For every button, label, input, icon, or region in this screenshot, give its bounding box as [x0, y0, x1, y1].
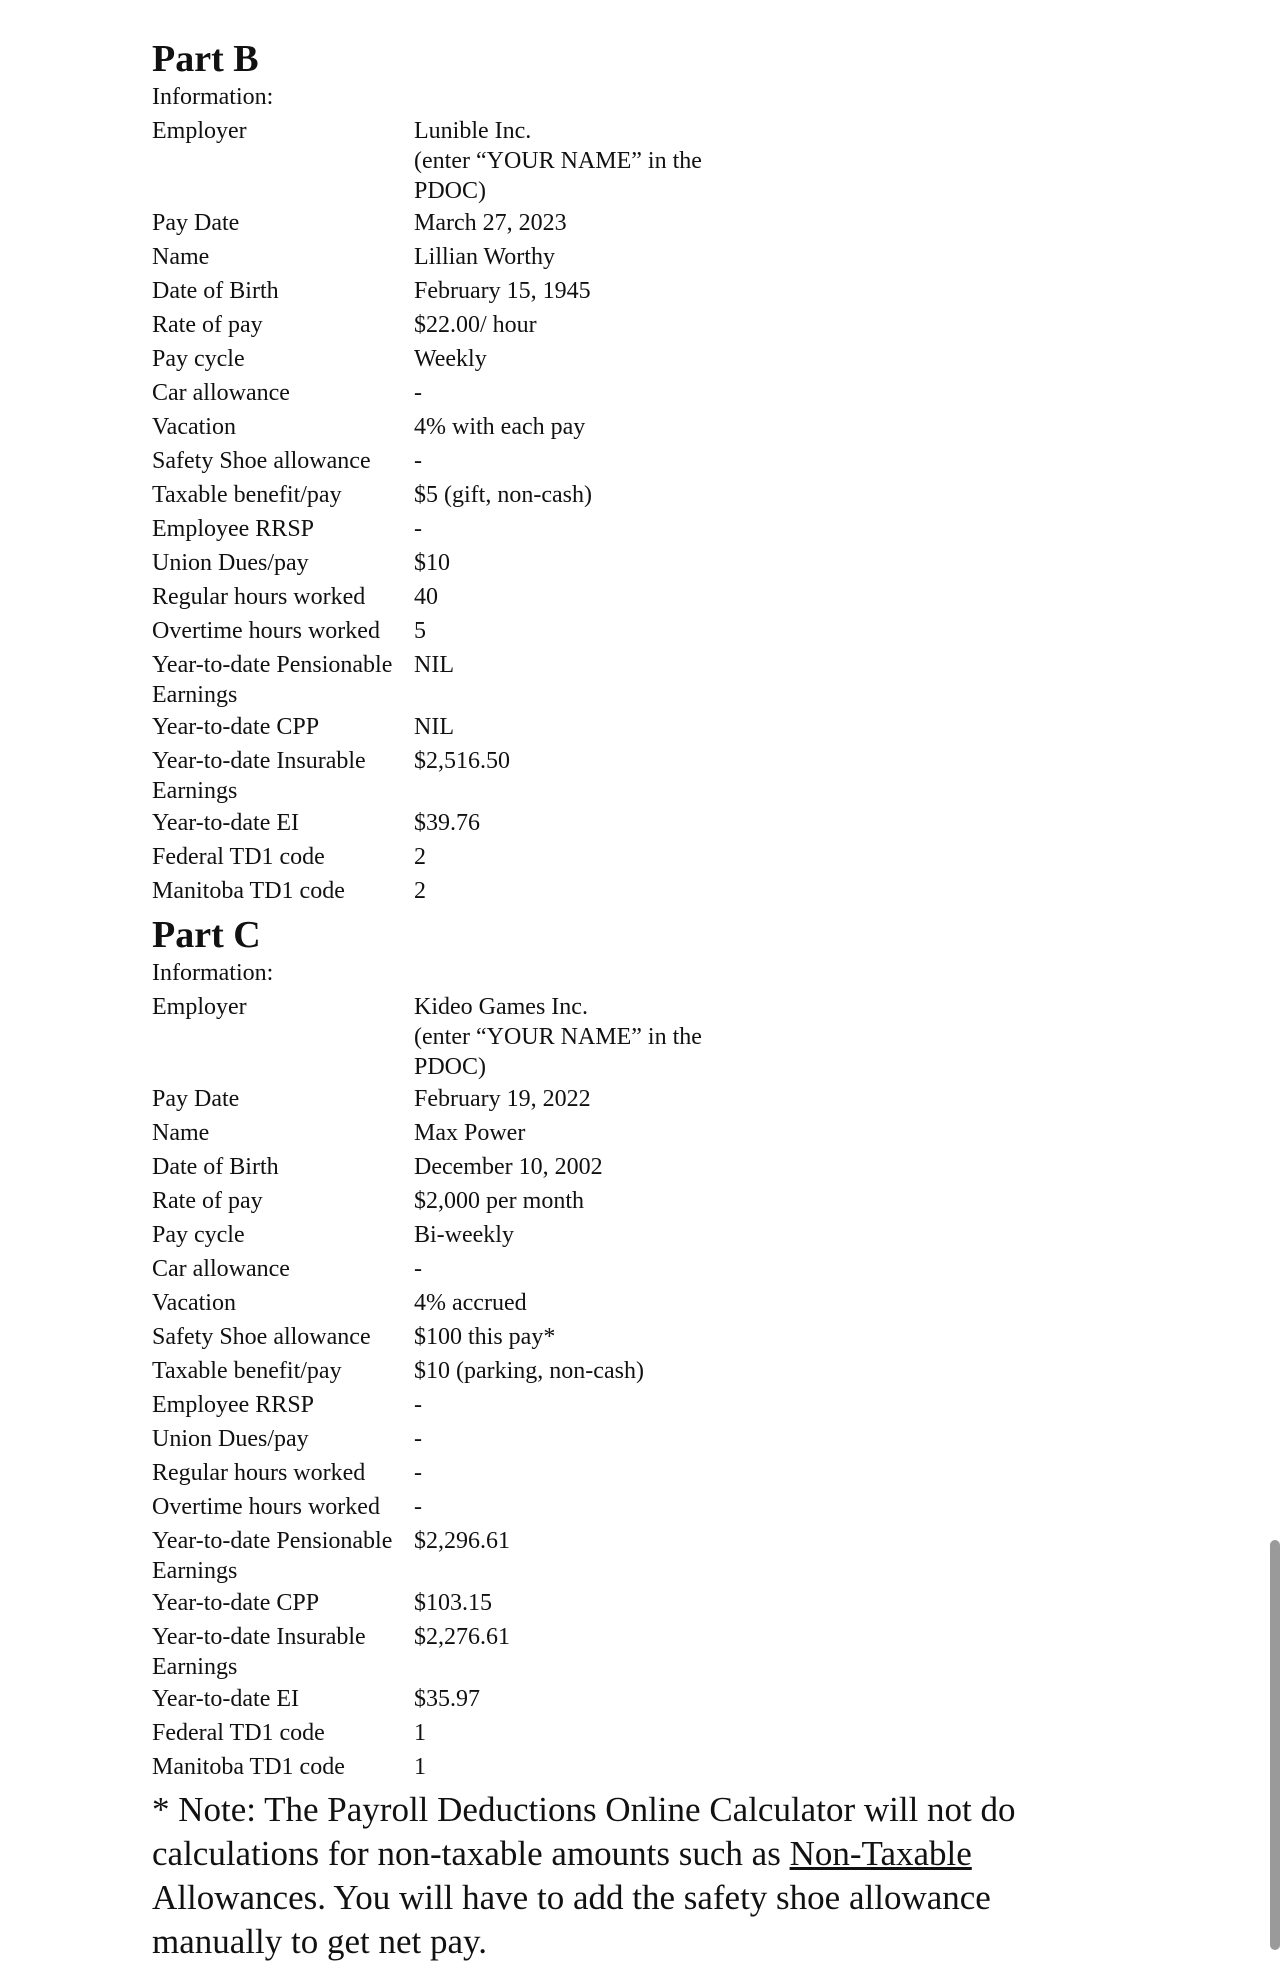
info-row-label: Regular hours worked: [152, 1460, 366, 1486]
info-row-label: Employer: [152, 994, 247, 1020]
info-row: [152, 376, 1152, 410]
info-row: [152, 710, 1152, 744]
info-row-label: Year-to-date EI: [152, 1686, 300, 1712]
info-row-value: Kideo Games Inc. (enter “YOUR NAME” in the PDOC): [414, 994, 702, 1080]
info-row-label: Safety Shoe allowance: [152, 1324, 371, 1350]
info-row-value: $2,516.50: [414, 748, 510, 774]
info-row-label: Year-to-date Insurable Earnings: [152, 1624, 366, 1680]
info-row-value: February 15, 1945: [414, 278, 591, 304]
info-row: [152, 1286, 1152, 1320]
info-row-label: Manitoba TD1 code: [152, 878, 345, 904]
info-row-label: Pay cycle: [152, 346, 245, 372]
info-row: [152, 1456, 1152, 1490]
info-row-value: 4% with each pay: [414, 414, 586, 440]
info-row: [152, 1422, 1152, 1456]
info-row-label: Overtime hours worked: [152, 1494, 380, 1520]
info-row-label: Car allowance: [152, 1256, 290, 1282]
info-row-value: $22.00/ hour: [414, 312, 537, 338]
info-row-label: Pay Date: [152, 1086, 240, 1112]
info-row-value: $10: [414, 550, 450, 576]
info-row: [152, 206, 1152, 240]
info-row-value: -: [414, 1392, 422, 1418]
info-row-label: Manitoba TD1 code: [152, 1754, 345, 1780]
info-row-label: Pay cycle: [152, 1222, 245, 1248]
info-row: [152, 1524, 1152, 1586]
info-row: [152, 1682, 1152, 1716]
info-row: [152, 478, 1152, 512]
info-row: [152, 990, 1152, 1082]
info-row: [152, 1252, 1152, 1286]
info-row-label: Date of Birth: [152, 1154, 279, 1180]
info-row-value: $10 (parking, non-cash): [414, 1358, 644, 1384]
info-row-value: $2,296.61: [414, 1528, 510, 1554]
info-row-label: Year-to-date Pensionable Earnings: [152, 1528, 393, 1584]
info-row-value: 2: [414, 844, 426, 870]
info-row-value: NIL: [414, 714, 454, 740]
info-row-value: $39.76: [414, 810, 480, 836]
info-row: [152, 648, 1152, 710]
info-row: [152, 546, 1152, 580]
info-row: [152, 1150, 1152, 1184]
info-row: [152, 580, 1152, 614]
info-row-label: Year-to-date Insurable Earnings: [152, 748, 366, 804]
info-row: [152, 1620, 1152, 1682]
info-row-label: Pay Date: [152, 210, 240, 236]
document-page: [152, 38, 1152, 1964]
info-row: [152, 744, 1152, 806]
info-row-label: Year-to-date CPP: [152, 1590, 320, 1616]
info-row: [152, 114, 1152, 206]
info-row-value: Weekly: [414, 346, 487, 372]
info-row-label: Vacation: [152, 414, 236, 440]
info-row-label: Union Dues/pay: [152, 550, 309, 576]
info-row: [152, 342, 1152, 376]
info-row-label: Federal TD1 code: [152, 844, 325, 870]
info-row: [152, 806, 1152, 840]
info-row-value: 2: [414, 878, 426, 904]
info-row-value: -: [414, 1460, 422, 1486]
part-b-information-label: Information:: [152, 84, 274, 110]
info-row-value: -: [414, 1256, 422, 1282]
info-row-value: February 19, 2022: [414, 1086, 591, 1112]
info-row-label: Taxable benefit/pay: [152, 1358, 342, 1384]
info-row-label: Rate of pay: [152, 312, 263, 338]
info-row-label: Name: [152, 1120, 210, 1146]
info-row-label: Vacation: [152, 1290, 236, 1316]
part-c-title: Part C: [152, 914, 261, 956]
part-c-information-label: Information:: [152, 960, 274, 986]
info-row: [152, 274, 1152, 308]
info-row: [152, 1184, 1152, 1218]
info-row-label: Regular hours worked: [152, 584, 366, 610]
info-row-value: Max Power: [414, 1120, 526, 1146]
info-row-label: Employee RRSP: [152, 1392, 315, 1418]
info-row-value: $2,276.61: [414, 1624, 510, 1650]
info-row-value: $103.15: [414, 1590, 492, 1616]
info-row-value: December 10, 2002: [414, 1154, 603, 1180]
info-row-value: -: [414, 380, 422, 406]
note-text-end: Allowances. You will have to add the safety shoe allowance manually to get net pay.: [152, 1878, 991, 1961]
info-row: [152, 410, 1152, 444]
info-row-value: $35.97: [414, 1686, 480, 1712]
info-row-label: Year-to-date Pensionable Earnings: [152, 652, 393, 708]
info-row: [152, 308, 1152, 342]
info-row-label: Year-to-date CPP: [152, 714, 320, 740]
part-b-section: [152, 38, 1152, 908]
note-paragraph: [152, 1788, 1112, 1964]
part-c-section: [152, 914, 1152, 1784]
info-row: [152, 1116, 1152, 1150]
info-row: [152, 240, 1152, 274]
note-underlined-term: Non-Taxable: [789, 1834, 972, 1873]
info-row-label: Date of Birth: [152, 278, 279, 304]
info-row-value: -: [414, 1426, 422, 1452]
info-row-label: Name: [152, 244, 210, 270]
info-row-value: 1: [414, 1754, 426, 1780]
info-row-label: Employer: [152, 118, 247, 144]
info-row: [152, 1388, 1152, 1422]
info-row: [152, 1750, 1152, 1784]
info-row-value: NIL: [414, 652, 454, 678]
part-b-info-table: [152, 114, 1152, 908]
info-row-value: Lillian Worthy: [414, 244, 555, 270]
info-row-value: $2,000 per month: [414, 1188, 584, 1214]
info-row: [152, 1320, 1152, 1354]
info-row-label: Overtime hours worked: [152, 618, 380, 644]
info-row: [152, 874, 1152, 908]
info-row-value: Lunible Inc. (enter “YOUR NAME” in the PDOC): [414, 118, 702, 204]
part-c-info-table: [152, 990, 1152, 1784]
info-row-value: -: [414, 448, 422, 474]
info-row-value: 1: [414, 1720, 426, 1746]
info-row-label: Rate of pay: [152, 1188, 263, 1214]
info-row-label: Safety Shoe allowance: [152, 448, 371, 474]
info-row-label: Car allowance: [152, 380, 290, 406]
info-row-value: $5 (gift, non-cash): [414, 482, 592, 508]
info-row-label: Taxable benefit/pay: [152, 482, 342, 508]
info-row-value: -: [414, 1494, 422, 1520]
info-row: [152, 1716, 1152, 1750]
info-row-value: March 27, 2023: [414, 210, 567, 236]
info-row: [152, 614, 1152, 648]
part-b-title: Part B: [152, 38, 259, 80]
info-row-label: Employee RRSP: [152, 516, 315, 542]
info-row-value: 5: [414, 618, 426, 644]
note-text-start: * Note: The Payroll Deductions Online Calculator will not do calculations for non-taxable amounts such as: [152, 1790, 1016, 1873]
scrollbar-thumb[interactable]: [1270, 1540, 1280, 1950]
info-row-value: 4% accrued: [414, 1290, 527, 1316]
info-row-label: Union Dues/pay: [152, 1426, 309, 1452]
info-row: [152, 1082, 1152, 1116]
info-row: [152, 1218, 1152, 1252]
info-row: [152, 444, 1152, 478]
info-row: [152, 1586, 1152, 1620]
info-row-value: Bi-weekly: [414, 1222, 514, 1248]
info-row: [152, 840, 1152, 874]
info-row: [152, 512, 1152, 546]
info-row: [152, 1354, 1152, 1388]
info-row-label: Year-to-date EI: [152, 810, 300, 836]
info-row-value: $100 this pay*: [414, 1324, 556, 1350]
info-row-label: Federal TD1 code: [152, 1720, 325, 1746]
info-row: [152, 1490, 1152, 1524]
info-row-value: 40: [414, 584, 438, 610]
info-row-value: -: [414, 516, 422, 542]
